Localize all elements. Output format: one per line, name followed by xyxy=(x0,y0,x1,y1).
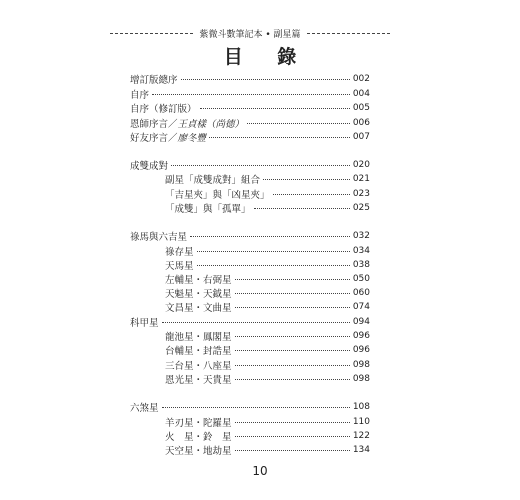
toc-entry-title: 天馬星 xyxy=(165,261,194,272)
toc-entry xyxy=(165,358,370,372)
toc-entry-page: 021 xyxy=(352,174,370,184)
toc-entry-label: 恩師序言／ xyxy=(130,119,178,130)
toc-entry-page: 110 xyxy=(352,417,370,427)
toc-entry-page: 096 xyxy=(352,345,370,355)
toc-entry xyxy=(130,101,370,115)
toc-entry-title: 恩光星・天貴星 xyxy=(165,375,232,386)
toc-entry-page: 050 xyxy=(352,274,370,284)
toc-entry-title xyxy=(130,116,244,130)
toc-entry xyxy=(165,258,370,272)
toc-leader xyxy=(247,123,350,124)
toc-entry-title: 台輔星・封誥星 xyxy=(165,346,232,357)
toc-title: 目 錄 xyxy=(223,46,311,68)
toc-entry xyxy=(165,372,370,386)
toc-leader xyxy=(235,450,350,451)
toc-entry xyxy=(130,229,370,243)
toc-entry-page: 096 xyxy=(352,331,370,341)
toc-leader xyxy=(209,137,350,138)
toc-entry-author: 廖冬豐 xyxy=(177,133,207,144)
toc-entry-title: 祿存星 xyxy=(165,247,194,258)
toc-entry-page: 032 xyxy=(352,231,370,241)
toc-entry-page: 005 xyxy=(352,103,370,113)
toc-entry-page: 006 xyxy=(352,118,370,128)
toc-entry-page: 122 xyxy=(352,431,370,441)
toc-entry-title: 三台星・八座星 xyxy=(165,361,232,372)
toc-leader xyxy=(190,236,350,237)
toc-entry-title: 自序（修訂版） xyxy=(130,104,197,115)
toc-entry-page: 007 xyxy=(352,132,370,142)
toc-entry xyxy=(165,329,370,343)
toc-entry-page: 034 xyxy=(352,246,370,256)
toc-entry xyxy=(165,187,370,201)
toc-entry-title: 左輔星・右弼星 xyxy=(165,275,232,286)
toc-entry-title: 副星「成雙成對」組合 xyxy=(165,175,261,186)
toc-leader xyxy=(181,79,350,80)
toc-entry xyxy=(165,415,370,429)
toc-leader xyxy=(273,194,350,195)
toc-leader xyxy=(235,436,350,437)
toc-entry-title: 增訂版總序 xyxy=(130,75,178,86)
toc-entry-title: 天空星・地劫星 xyxy=(165,446,232,457)
toc-leader xyxy=(263,179,350,180)
toc-entry xyxy=(165,300,370,314)
toc-leader xyxy=(171,165,350,166)
toc-leader xyxy=(235,307,350,308)
toc-entry-title xyxy=(130,130,206,144)
toc-entry xyxy=(130,72,370,86)
toc-leader xyxy=(235,422,350,423)
toc-entry-label: 好友序言／ xyxy=(130,133,178,144)
toc-entry-title: 天魁星・天鉞星 xyxy=(165,289,232,300)
toc-entry xyxy=(130,116,370,130)
toc-entry xyxy=(130,130,370,144)
toc-leader xyxy=(235,279,350,280)
toc-entry xyxy=(165,201,370,215)
toc-leader xyxy=(162,407,350,408)
toc-entry xyxy=(165,443,370,457)
toc-entry-page: 023 xyxy=(352,189,370,199)
toc-entry-title: 火 星・鈴 星 xyxy=(165,432,232,443)
toc-entry-title: 自序 xyxy=(130,90,150,101)
toc-entry xyxy=(165,429,370,443)
toc-entry-page: 094 xyxy=(352,317,370,327)
toc-entry-title: 六煞星 xyxy=(130,403,159,414)
toc-entry xyxy=(130,158,370,172)
toc-leader xyxy=(235,350,350,351)
toc-entry-page: 025 xyxy=(352,203,370,213)
toc-entry-page: 002 xyxy=(352,74,370,84)
toc-entry-title: 成雙成對 xyxy=(130,161,169,172)
toc-leader xyxy=(235,365,350,366)
toc-leader xyxy=(235,336,350,337)
toc-leader xyxy=(162,322,350,323)
toc-entry xyxy=(165,286,370,300)
toc-leader xyxy=(254,208,350,209)
toc-leader xyxy=(200,108,350,109)
toc-entry-page: 098 xyxy=(352,374,370,384)
toc-entry-title: 羊刃星・陀羅星 xyxy=(165,418,232,429)
page-number: 10 xyxy=(252,464,268,478)
toc-entry-title: 「吉星夾」與「凶星夾」 xyxy=(165,190,270,201)
toc-leader xyxy=(197,251,350,252)
toc-leader xyxy=(197,265,350,266)
header-rule-left xyxy=(110,33,193,34)
running-header xyxy=(110,26,390,40)
toc-entry-page: 108 xyxy=(352,402,370,412)
toc-entry-title: 祿馬與六吉星 xyxy=(130,232,188,243)
toc-leader xyxy=(235,293,350,294)
toc-entry-author: 王貞樣（尚德） xyxy=(177,119,245,130)
toc-entry-page: 060 xyxy=(352,288,370,298)
toc-entry-page: 020 xyxy=(352,160,370,170)
toc-entry xyxy=(130,315,370,329)
toc-entry-title: 文昌星・文曲星 xyxy=(165,303,232,314)
toc-entry xyxy=(165,272,370,286)
toc-entry-page: 134 xyxy=(352,445,370,455)
toc-entry-page: 098 xyxy=(352,360,370,370)
toc-entry-page: 074 xyxy=(352,302,370,312)
toc-entry xyxy=(165,172,370,186)
toc-entry xyxy=(165,244,370,258)
toc-entry xyxy=(165,343,370,357)
toc-leader xyxy=(152,94,350,95)
toc-entry-title: 科甲星 xyxy=(130,318,159,329)
toc-entry xyxy=(130,87,370,101)
toc-entry-page: 004 xyxy=(352,89,370,99)
running-title: 紫微斗數筆記本 • 副星篇 xyxy=(199,29,301,40)
header-rule-right xyxy=(307,33,390,34)
toc-entry xyxy=(130,400,370,414)
toc-leader xyxy=(235,379,350,380)
toc-entry-title: 龍池星・鳳閣星 xyxy=(165,332,232,343)
toc-entry-page: 038 xyxy=(352,260,370,270)
toc-entry-title: 「成雙」與「孤單」 xyxy=(165,204,251,215)
